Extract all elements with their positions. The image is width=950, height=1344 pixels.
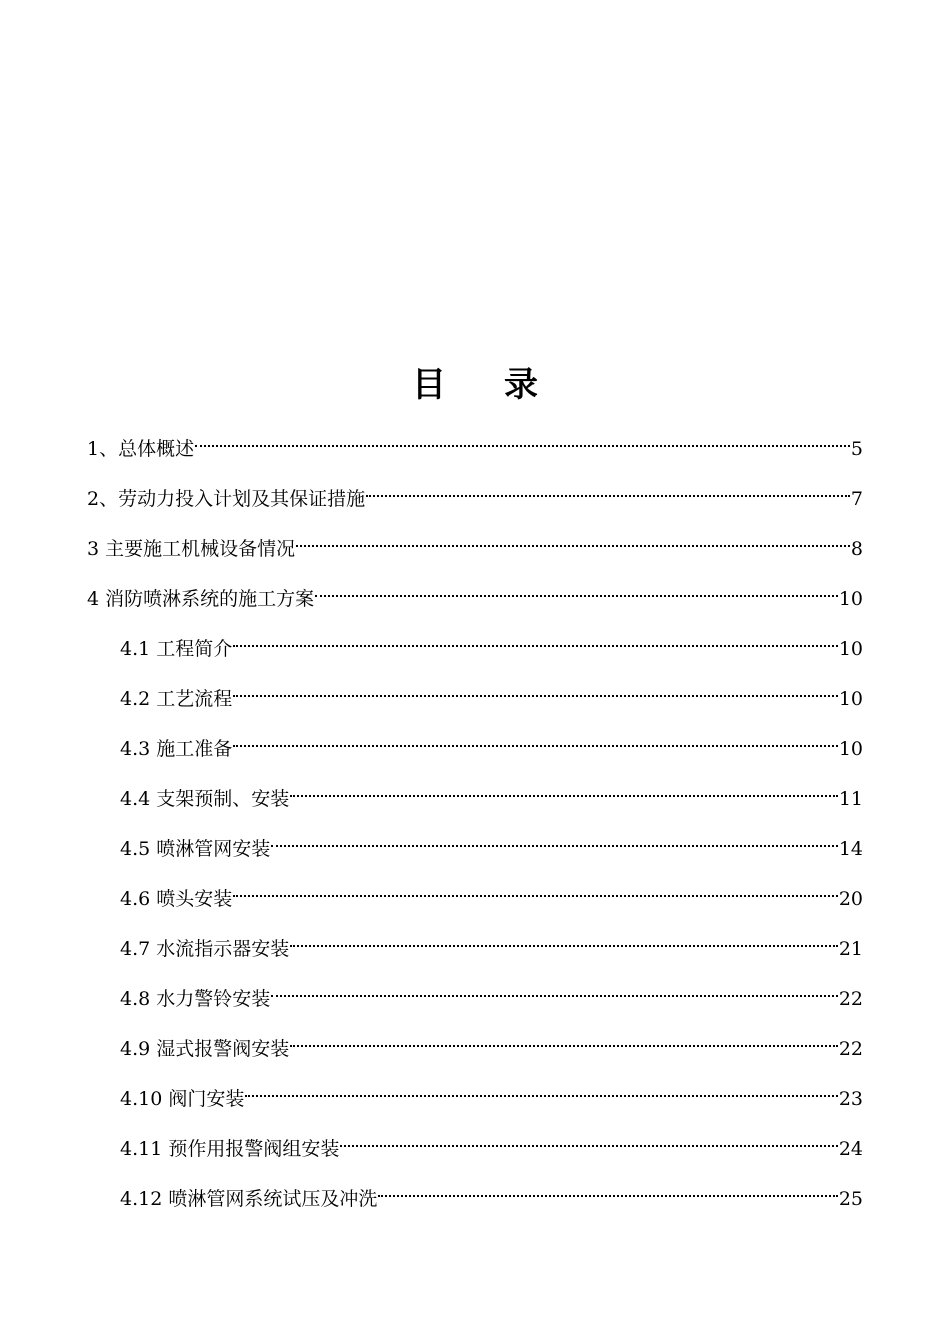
toc-entry-text: 4.12 喷淋管网系统试压及冲洗 [120,1188,378,1210]
toc-title-char-1: 目 [412,365,446,405]
toc-page-number: 20 [838,888,863,910]
dot-leader [233,875,838,905]
toc-entry-2[interactable] [87,475,863,510]
dot-leader [340,1125,837,1155]
toc-entry-4-9[interactable] [120,1025,863,1060]
toc-page-number: 21 [838,938,863,960]
toc-entry-text: 1、总体概述 [87,438,195,460]
toc-entry-4-3[interactable] [120,725,863,760]
toc-page-number: 10 [838,638,863,660]
dot-leader [366,475,850,505]
toc-page-number: 10 [838,738,863,760]
dot-leader [271,975,838,1005]
toc-entry-text: 4.8 水力警铃安装 [120,988,271,1010]
toc-entry-1[interactable] [87,425,863,460]
toc-entry-text: 4.4 支架预制、安装 [120,788,290,810]
toc-entry-text: 4.7 水流指示器安装 [120,938,290,960]
toc-entry-4-4[interactable] [120,775,863,810]
toc-entry-4-1[interactable] [120,625,863,660]
toc-title [0,362,950,408]
toc-page-number: 22 [838,1038,863,1060]
dot-leader [271,825,838,855]
toc-page-number: 11 [838,788,863,810]
toc-entry-text: 4 消防喷淋系统的施工方案 [87,588,315,610]
toc-entry-3[interactable] [87,525,863,560]
toc-entry-4-10[interactable] [120,1075,863,1110]
toc-entry-text: 4.3 施工准备 [120,738,233,760]
toc-page-number: 22 [838,988,863,1010]
toc-entry-text: 4.6 喷头安装 [120,888,233,910]
dot-leader [315,575,838,605]
dot-leader [290,1025,838,1055]
toc-entry-4-12[interactable] [120,1175,863,1210]
toc-entry-4-2[interactable] [120,675,863,710]
toc-entry-text: 4.5 喷淋管网安装 [120,838,271,860]
toc-page-number: 5 [850,438,863,460]
toc-page-number: 10 [838,588,863,610]
toc-entry-text: 3 主要施工机械设备情况 [87,538,296,560]
toc-entry-text: 4.10 阀门安装 [120,1088,245,1110]
toc-entry-text: 4.2 工艺流程 [120,688,233,710]
dot-leader [296,525,850,555]
toc-entry-4-8[interactable] [120,975,863,1010]
toc-entry-4-6[interactable] [120,875,863,910]
toc-entry-text: 2、劳动力投入计划及其保证措施 [87,488,366,510]
dot-leader [233,625,838,655]
dot-leader [290,775,838,805]
toc-entry-4[interactable] [87,575,863,610]
toc-page-number: 25 [838,1188,863,1210]
toc-page-number: 10 [838,688,863,710]
dot-leader [378,1175,837,1205]
dot-leader [195,425,850,455]
toc-page-number: 7 [850,488,863,510]
toc-page-number: 8 [850,538,863,560]
toc-page-number: 24 [838,1138,863,1160]
toc-page-number: 14 [838,838,863,860]
toc-entry-4-11[interactable] [120,1125,863,1160]
toc-page-number: 23 [838,1088,863,1110]
toc-entry-text: 4.9 湿式报警阀安装 [120,1038,290,1060]
toc-title-char-2: 录 [504,365,538,405]
toc-entry-text: 4.11 预作用报警阀组安装 [120,1138,340,1160]
toc-entry-4-7[interactable] [120,925,863,960]
toc-entry-text: 4.1 工程简介 [120,638,233,660]
dot-leader [245,1075,837,1105]
dot-leader [233,725,838,755]
toc-entry-4-5[interactable] [120,825,863,860]
dot-leader [233,675,838,705]
dot-leader [290,925,838,955]
